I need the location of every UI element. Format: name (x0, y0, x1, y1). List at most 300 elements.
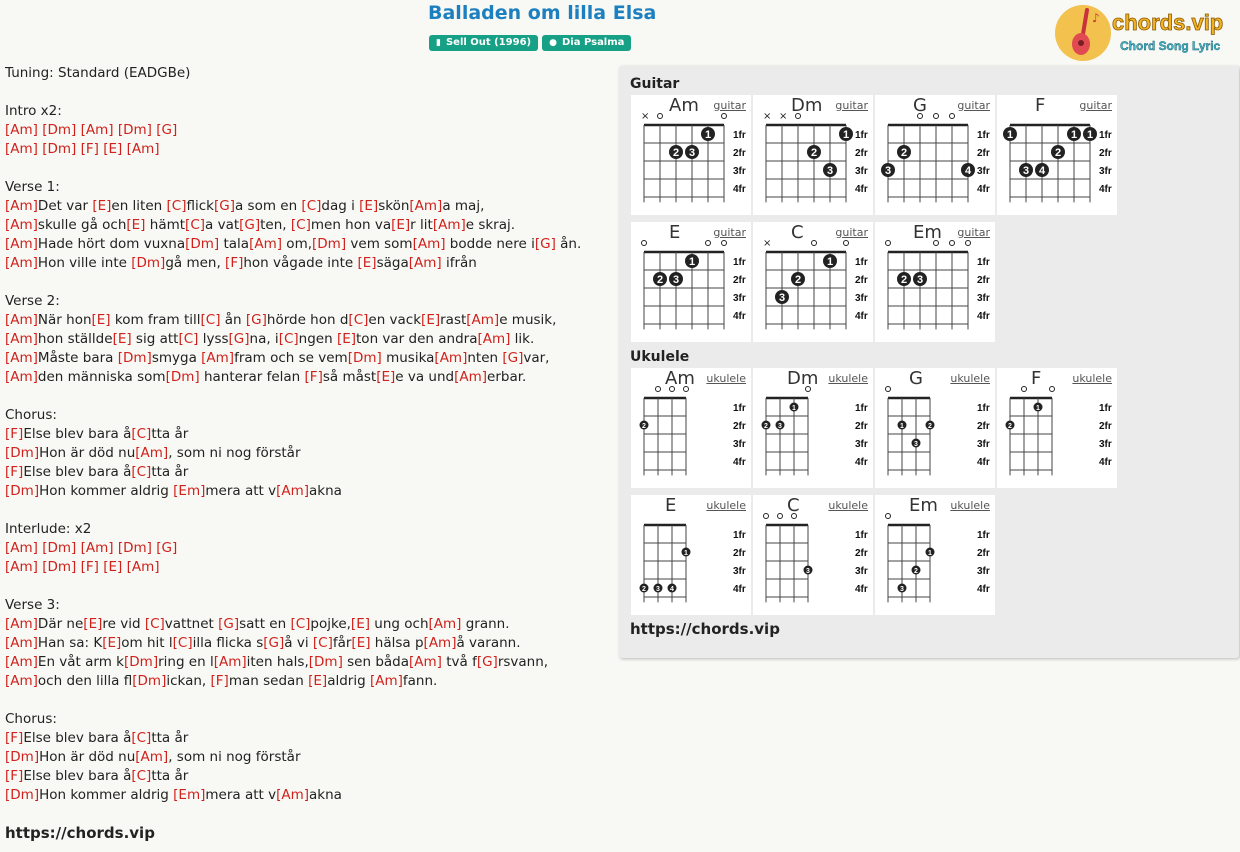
chord-token[interactable]: [Dm] (185, 236, 220, 252)
finger-number: 3 (914, 441, 918, 448)
chord-token[interactable]: [Am] (409, 654, 442, 670)
chord-name: Am (665, 368, 695, 389)
chord-token[interactable]: [Am] (126, 141, 160, 157)
lyric-text: en liten (111, 198, 167, 214)
chord-token[interactable]: [C] (290, 616, 311, 632)
chord-token[interactable]: [Am] (5, 217, 38, 233)
chord-token[interactable]: [Dm] (165, 369, 200, 385)
lyric-line (5, 83, 605, 102)
fretboard-diagram (875, 222, 995, 342)
instrument-link[interactable]: ukulele (828, 372, 868, 385)
guitar-chord-card[interactable] (631, 95, 751, 215)
lyric-text: a som en (234, 198, 302, 214)
ukulele-chord-card[interactable] (631, 495, 751, 615)
finger-number: 3 (778, 423, 782, 430)
chord-token[interactable]: [Am] (5, 369, 38, 385)
fret-number-label: 4fr (1099, 184, 1112, 195)
lyric-text: Hon är död nu (39, 445, 136, 461)
finger-number: 2 (1054, 147, 1062, 159)
instrument-link[interactable]: guitar (713, 99, 746, 112)
open-string-marker (950, 241, 955, 246)
chord-token[interactable]: [E] (112, 331, 132, 347)
chord-token[interactable]: [G] (156, 540, 178, 556)
fret-number-label: 2fr (977, 421, 990, 432)
lyric-text: pojke, (310, 616, 351, 632)
fret-number-label: 1fr (977, 130, 990, 141)
chord-token[interactable]: [F] (5, 426, 24, 442)
chord-token[interactable]: [G] (263, 635, 285, 651)
chord-token[interactable]: [F] (80, 559, 99, 575)
chord-token[interactable]: [E] (92, 198, 112, 214)
chord-token[interactable]: [Am] (412, 236, 446, 252)
chord-token[interactable]: [Dm] (42, 540, 77, 556)
artist-badge[interactable] (542, 35, 631, 51)
ukulele-chord-card[interactable] (753, 368, 873, 488)
lyric-text: dag i (321, 198, 360, 214)
fret-number-label: 2fr (977, 548, 990, 559)
lyric-text: mera att v (205, 483, 277, 499)
chord-token[interactable]: [Am] (423, 635, 457, 651)
lyric-line (5, 501, 605, 520)
chord-token[interactable]: [C] (185, 217, 206, 233)
guitar-chord-card[interactable] (875, 222, 995, 342)
muted-string-marker: × (763, 111, 772, 122)
lyric-line (5, 64, 605, 83)
muted-string-marker: × (641, 111, 650, 122)
fret-number-label: 4fr (977, 457, 990, 468)
lyric-text: skön (378, 198, 410, 214)
fret-number-label: 2fr (977, 275, 990, 286)
chord-token[interactable]: [E] (126, 217, 146, 233)
lyric-text: nten (467, 350, 503, 366)
chord-token[interactable]: [E] (350, 616, 370, 632)
chord-token[interactable]: [G] (213, 198, 235, 214)
chord-token[interactable]: [Am] (454, 369, 488, 385)
chord-token[interactable]: [Dm] (5, 787, 40, 803)
chord-token[interactable]: [Dm] (117, 122, 152, 138)
chord-token[interactable]: [F] (225, 255, 244, 271)
chord-token[interactable]: [F] (5, 464, 24, 480)
lyric-text: tta år (151, 464, 189, 480)
chord-token[interactable]: [E] (308, 673, 328, 689)
footer-site-link[interactable]: https://chords.vip (5, 824, 155, 842)
chord-token[interactable]: [Am] (5, 616, 38, 632)
chord-token[interactable]: [Am] (135, 445, 169, 461)
chord-token[interactable]: [Am] (135, 749, 169, 765)
fret-number-label: 3fr (855, 439, 868, 450)
instrument-link[interactable]: guitar (835, 226, 868, 239)
chord-token[interactable]: [Am] (5, 198, 38, 214)
lyric-text: å vi (284, 635, 313, 651)
lyric-text: å varann. (456, 635, 521, 651)
finger-number: 3 (688, 147, 696, 159)
album-badge[interactable] (429, 35, 538, 51)
lyric-line (5, 197, 605, 216)
lyric-line (5, 482, 605, 501)
lyric-line (5, 159, 605, 178)
chord-token[interactable]: [Am] (5, 635, 38, 651)
fret-number-label: 3fr (1099, 166, 1112, 177)
chord-token[interactable]: [Am] (5, 255, 38, 271)
open-string-marker (642, 241, 647, 246)
lyric-text: Else blev bara å (23, 730, 132, 746)
chord-token[interactable]: [C] (131, 768, 152, 784)
chord-token[interactable]: [Dm] (5, 749, 40, 765)
chord-token[interactable]: [Em] (173, 787, 206, 803)
chord-token[interactable]: [E] (351, 635, 371, 651)
ukulele-section-label: Ukulele (630, 349, 690, 365)
chord-token[interactable]: [Dm] (42, 141, 77, 157)
logo-tagline: Chord Song Lyric (1120, 39, 1221, 53)
chord-name: E (669, 222, 681, 243)
chord-token[interactable]: [Dm] (117, 540, 152, 556)
ukulele-chord-card[interactable] (997, 368, 1117, 488)
finger-number: 4 (670, 586, 674, 593)
open-string-marker (886, 387, 891, 392)
fret-number-label: 4fr (733, 584, 746, 595)
instrument-link[interactable]: guitar (957, 99, 990, 112)
lyric-line (5, 406, 605, 425)
fret-number-label: 3fr (733, 439, 746, 450)
fret-number-label: 4fr (1099, 457, 1112, 468)
fretboard-diagram (753, 495, 873, 615)
lyric-text: hon ställde (37, 331, 113, 347)
lyric-line (5, 520, 605, 539)
open-string-marker (1022, 387, 1027, 392)
finger-number: 2 (672, 147, 680, 159)
lyric-text: a vat (205, 217, 240, 233)
lyric-text: akna (309, 483, 342, 499)
lyric-text: tta år (151, 426, 189, 442)
lyric-text: säga (376, 255, 409, 271)
chord-token[interactable]: [C] (200, 312, 221, 328)
chord-token[interactable]: [Am] (5, 350, 38, 366)
chord-token[interactable]: [G] (218, 616, 240, 632)
guitar-chord-card[interactable] (997, 95, 1117, 215)
lyric-text: ickan, (166, 673, 211, 689)
chord-token[interactable]: [E] (91, 312, 111, 328)
fret-number-label: 1fr (855, 257, 868, 268)
chord-name: Em (913, 222, 942, 243)
finger-number: 4 (1038, 165, 1046, 177)
instrument-link[interactable]: ukulele (828, 499, 868, 512)
instrument-link[interactable]: guitar (1079, 99, 1112, 112)
fret-number-label: 1fr (733, 257, 746, 268)
lyric-line (5, 387, 605, 406)
muted-string-marker: × (763, 238, 772, 249)
chord-name: Em (909, 495, 938, 516)
chord-token[interactable]: [E] (391, 217, 411, 233)
fret-number-label: 2fr (733, 548, 746, 559)
chord-token[interactable]: [Am] (5, 236, 38, 252)
lyric-line (5, 653, 605, 672)
instrument-link[interactable]: ukulele (1072, 372, 1112, 385)
chord-token[interactable]: [Am] (369, 673, 403, 689)
chord-token[interactable]: [Dm] (312, 236, 347, 252)
instrument-link[interactable]: ukulele (706, 372, 746, 385)
open-string-marker (886, 514, 891, 519)
chord-token[interactable]: [Am] (408, 255, 442, 271)
chord-token[interactable]: [E] (359, 198, 379, 214)
chord-token[interactable]: [F] (210, 673, 229, 689)
chord-token[interactable]: [C] (166, 198, 187, 214)
chord-token[interactable]: [Dm] (117, 350, 152, 366)
chord-token[interactable]: [C] (278, 331, 299, 347)
chord-token[interactable]: [Dm] (42, 559, 77, 575)
chord-name: Dm (791, 95, 823, 116)
fret-number-label: 4fr (977, 584, 990, 595)
finger-number: 3 (806, 568, 810, 575)
chord-token[interactable]: [C] (301, 198, 322, 214)
lyric-text: Interlude: x2 (5, 521, 92, 537)
finger-number: 4 (964, 165, 972, 177)
chord-token[interactable]: [Dm] (42, 122, 77, 138)
chord-token[interactable]: [C] (290, 217, 311, 233)
lyric-text: tta år (151, 768, 189, 784)
open-string-marker (706, 241, 711, 246)
chord-token[interactable]: [Am] (276, 483, 310, 499)
lyric-text: e musik, (499, 312, 557, 328)
chord-token[interactable]: [E] (103, 141, 123, 157)
chord-token[interactable]: [Dm] (5, 445, 40, 461)
panel-site-link[interactable]: https://chords.vip (630, 620, 780, 638)
chord-token[interactable]: [C] (131, 730, 152, 746)
fret-number-label: 1fr (977, 403, 990, 414)
chord-token[interactable]: [Dm] (347, 350, 382, 366)
chord-token[interactable]: [C] (348, 312, 369, 328)
instrument-link[interactable]: ukulele (950, 372, 990, 385)
ukulele-chord-card[interactable] (631, 368, 751, 488)
instrument-link[interactable]: guitar (713, 226, 746, 239)
fret-number-label: 3fr (977, 439, 990, 450)
lyric-line (5, 786, 605, 805)
lyric-text: skulle gå och (37, 217, 127, 233)
chord-token[interactable]: [C] (172, 635, 193, 651)
chord-token[interactable]: [Am] (213, 654, 247, 670)
chord-token[interactable]: [G] (534, 236, 556, 252)
chord-token[interactable]: [G] (239, 217, 261, 233)
ukulele-chord-card[interactable] (875, 495, 995, 615)
open-string-marker (844, 241, 849, 246)
lyric-text: så måst (322, 369, 377, 385)
chord-token[interactable]: [Am] (5, 331, 38, 347)
chord-token[interactable]: [G] (502, 350, 524, 366)
open-string-marker (722, 241, 727, 246)
chord-name: Am (669, 95, 699, 116)
chord-token[interactable]: [C] (131, 464, 152, 480)
chord-token[interactable]: [Am] (434, 350, 468, 366)
lyric-text: flick (186, 198, 214, 214)
open-string-marker (886, 241, 891, 246)
chord-token[interactable]: [Em] (173, 483, 206, 499)
chord-token[interactable]: [Am] (80, 122, 114, 138)
lyric-text: Chorus: (5, 711, 57, 727)
lyric-text: iten hals, (246, 654, 309, 670)
open-string-marker (934, 241, 939, 246)
lyric-text: ring en l (158, 654, 214, 670)
ukulele-chord-card[interactable] (753, 495, 873, 615)
chord-token[interactable]: [F] (304, 369, 323, 385)
lyric-text: sen båda (342, 654, 410, 670)
chord-token[interactable]: [F] (5, 730, 24, 746)
chord-token[interactable]: [Am] (477, 331, 511, 347)
fret-number-label: 1fr (977, 257, 990, 268)
lyric-text: Intro x2: (5, 103, 62, 119)
lyric-text: kom fram till (110, 312, 201, 328)
lyric-text: ifrån (441, 255, 477, 271)
instrument-link[interactable]: guitar (957, 226, 990, 239)
fretboard-diagram (753, 222, 873, 342)
lyric-text: e va und (395, 369, 455, 385)
chord-token[interactable]: [Am] (466, 312, 500, 328)
muted-string-marker: × (779, 111, 788, 122)
lyric-line (5, 710, 605, 729)
lyric-text: Tuning: Standard (EADGBe) (5, 65, 191, 81)
lyric-text: vattnet (164, 616, 219, 632)
chord-token[interactable]: [Am] (5, 312, 38, 328)
lyric-text: Verse 3: (5, 597, 60, 613)
lyric-line (5, 634, 605, 653)
open-string-marker (950, 114, 955, 119)
chord-token[interactable]: [Am] (5, 540, 38, 556)
chord-token[interactable]: [Dm] (132, 673, 167, 689)
lyric-text: ån (220, 312, 246, 328)
chord-token[interactable]: [Am] (201, 350, 235, 366)
lyric-text: , som ni nog förstår (168, 445, 301, 461)
chord-token[interactable]: [Am] (249, 236, 283, 252)
lyric-text: bodde nere i (445, 236, 535, 252)
chord-token[interactable]: [F] (80, 141, 99, 157)
lyric-text: och den lilla fl (37, 673, 133, 689)
lyric-text: två f (441, 654, 477, 670)
instrument-link[interactable]: ukulele (706, 499, 746, 512)
svg-text:♪: ♪ (1092, 11, 1100, 25)
chord-token[interactable]: [C] (178, 331, 199, 347)
chord-token[interactable]: [Dm] (5, 483, 40, 499)
guitar-chord-card[interactable] (875, 95, 995, 215)
fret-number-label: 1fr (977, 530, 990, 541)
lyric-text: men hon va (310, 217, 392, 233)
lyrics-body (5, 64, 605, 805)
fret-number-label: 1fr (733, 530, 746, 541)
chord-token[interactable]: [Am] (80, 540, 114, 556)
fret-number-label: 3fr (977, 293, 990, 304)
guitar-chord-card[interactable] (753, 222, 873, 342)
lyric-text: mera att v (205, 787, 277, 803)
chord-token[interactable]: [E] (336, 331, 357, 347)
lyric-text: re vid (102, 616, 145, 632)
open-string-marker (778, 514, 783, 519)
lyric-text: rsvann, (497, 654, 549, 670)
lyric-text: hämt (145, 217, 186, 233)
fret-number-label: 3fr (855, 293, 868, 304)
chord-token[interactable]: [Am] (432, 217, 466, 233)
finger-number: 1 (1070, 129, 1078, 141)
lyric-text: gå men, (165, 255, 226, 271)
instrument-link[interactable]: ukulele (950, 499, 990, 512)
fret-number-label: 2fr (733, 148, 746, 159)
chord-token[interactable]: [Dm] (308, 654, 343, 670)
fret-number-label: 2fr (855, 148, 868, 159)
finger-number: 1 (900, 423, 904, 430)
chord-token[interactable]: [G] (156, 122, 178, 138)
finger-number: 2 (764, 423, 768, 430)
lyric-line (5, 235, 605, 254)
lyric-text: ung och (370, 616, 429, 632)
chord-token[interactable]: [Am] (5, 673, 38, 689)
chord-token[interactable]: [E] (376, 369, 396, 385)
chord-name: G (909, 368, 923, 389)
lyric-text: Hon kommer aldrig (39, 787, 174, 803)
chord-token[interactable]: [Am] (5, 559, 38, 575)
fret-number-label: 2fr (733, 275, 746, 286)
user-icon: ● (549, 38, 557, 48)
lyric-line (5, 577, 605, 596)
fretboard-diagram (631, 222, 751, 342)
guitar-chord-card[interactable] (753, 95, 873, 215)
chord-token[interactable]: [E] (421, 312, 441, 328)
chord-token[interactable]: [Am] (276, 787, 310, 803)
lyric-text: Hon kommer aldrig (39, 483, 174, 499)
fretboard-diagram (997, 368, 1117, 488)
fret-number-label: 3fr (733, 293, 746, 304)
lyric-line (5, 767, 605, 786)
chord-token[interactable]: [G] (245, 312, 267, 328)
chord-token[interactable]: [Am] (409, 198, 443, 214)
chord-token[interactable]: [G] (476, 654, 498, 670)
chord-token[interactable]: [Dm] (124, 654, 159, 670)
fret-number-label: 3fr (1099, 439, 1112, 450)
chord-token[interactable]: [E] (103, 559, 123, 575)
chord-name: C (787, 495, 800, 516)
chord-token[interactable]: [E] (83, 616, 103, 632)
chord-token[interactable]: [Dm] (131, 255, 166, 271)
fret-number-label: 2fr (977, 148, 990, 159)
chord-token[interactable]: [G] (228, 331, 250, 347)
finger-number: 3 (656, 586, 660, 593)
chord-token[interactable]: [Am] (126, 559, 160, 575)
lyric-text: vem som (346, 236, 413, 252)
lyric-text: om hit l (121, 635, 173, 651)
chord-token[interactable]: [C] (312, 635, 333, 651)
chord-token[interactable]: [Am] (5, 122, 38, 138)
lyric-text: , som ni nog förstår (168, 749, 301, 765)
fretboard-diagram (875, 95, 995, 215)
site-logo[interactable] (1054, 4, 1234, 62)
lyric-line (5, 140, 605, 159)
fretboard-diagram (631, 368, 751, 488)
finger-number: 2 (900, 274, 908, 286)
chord-token[interactable]: [F] (5, 768, 24, 784)
chord-token[interactable]: [E] (102, 635, 122, 651)
chord-token[interactable]: [Am] (5, 654, 38, 670)
instrument-link[interactable]: guitar (835, 99, 868, 112)
chord-token[interactable]: [E] (357, 255, 377, 271)
lyric-text: fann. (402, 673, 438, 689)
guitar-chord-card[interactable] (631, 222, 751, 342)
chord-token[interactable]: [C] (144, 616, 165, 632)
chord-token[interactable]: [C] (131, 426, 152, 442)
lyric-text: Måste bara (37, 350, 118, 366)
book-icon: ▮ (436, 38, 441, 48)
ukulele-chord-card[interactable] (875, 368, 995, 488)
lyric-text: aldrig (327, 673, 370, 689)
chord-token[interactable]: [Am] (428, 616, 462, 632)
lyric-line (5, 368, 605, 387)
open-string-marker (1050, 387, 1055, 392)
chord-token[interactable]: [Am] (5, 141, 38, 157)
lyric-text: Else blev bara å (23, 426, 132, 442)
